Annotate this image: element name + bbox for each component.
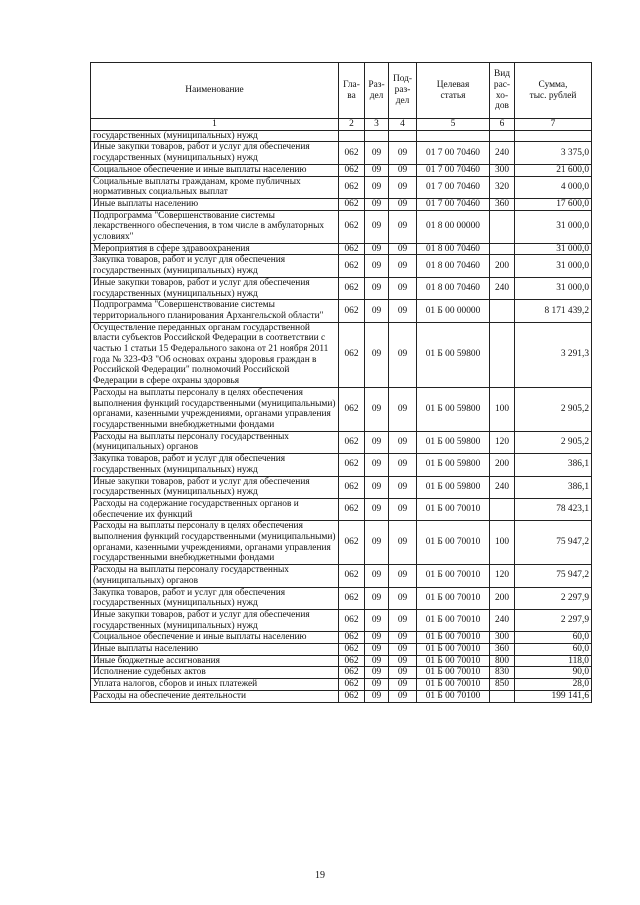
table-row [91, 609, 592, 631]
budget-table [90, 62, 592, 703]
row-name: Социальное обеспечение и иные выплаты населению [91, 164, 339, 176]
row-podrazdel [389, 130, 417, 142]
row-statya: 01 Б 00 59800 [417, 454, 490, 476]
row-name: Иные закупки товаров, работ и услуг для обеспечения государственных (муниципальных) нужд [91, 609, 339, 631]
row-glava: 062 [339, 176, 365, 198]
row-summa: 2 905,2 [515, 431, 592, 453]
row-summa: 31 000,0 [515, 243, 592, 255]
row-statya: 01 8 00 00000 [417, 210, 490, 243]
row-name: Расходы на содержание государственных органов и обеспечение их функций [91, 498, 339, 520]
column-number-row [91, 119, 592, 131]
row-name: Социальные выплаты гражданам, кроме публичных нормативных социальных выплат [91, 176, 339, 198]
table-row [91, 243, 592, 255]
row-vid [490, 498, 515, 520]
header-podrazdel: Под- раз- дел [389, 63, 417, 119]
row-vid: 200 [490, 587, 515, 609]
row-name: Уплата налогов, сборов и иных платежей [91, 679, 339, 691]
header-glava: Гла- ва [339, 63, 365, 119]
row-razdel: 09 [365, 277, 389, 299]
row-statya: 01 Б 00 70100 [417, 690, 490, 702]
row-vid: 320 [490, 176, 515, 198]
row-summa: 2 297,9 [515, 609, 592, 631]
row-razdel: 09 [365, 322, 389, 387]
row-summa: 386,1 [515, 454, 592, 476]
row-razdel: 09 [365, 565, 389, 587]
row-statya: 01 Б 00 70010 [417, 644, 490, 656]
row-statya [417, 130, 490, 142]
row-statya: 01 7 00 70460 [417, 142, 490, 164]
table-header [91, 63, 592, 131]
row-name: Иные бюджетные ассигнования [91, 655, 339, 667]
row-summa: 4 000,0 [515, 176, 592, 198]
row-razdel: 09 [365, 679, 389, 691]
table-row [91, 431, 592, 453]
row-name: Иные выплаты населению [91, 644, 339, 656]
row-statya: 01 8 00 70460 [417, 277, 490, 299]
row-name: Мероприятия в сфере здравоохранения [91, 243, 339, 255]
row-podrazdel: 09 [389, 387, 417, 431]
row-statya: 01 Б 00 00000 [417, 300, 490, 322]
row-podrazdel: 09 [389, 632, 417, 644]
table-row [91, 176, 592, 198]
row-vid [490, 210, 515, 243]
row-statya: 01 Б 00 70010 [417, 667, 490, 679]
row-glava: 062 [339, 565, 365, 587]
row-summa: 31 000,0 [515, 210, 592, 243]
table-row [91, 142, 592, 164]
table-row [91, 632, 592, 644]
row-vid: 240 [490, 277, 515, 299]
row-vid: 830 [490, 667, 515, 679]
row-glava: 062 [339, 277, 365, 299]
row-glava: 062 [339, 210, 365, 243]
row-razdel: 09 [365, 644, 389, 656]
table-row [91, 322, 592, 387]
row-razdel: 09 [365, 387, 389, 431]
row-statya: 01 7 00 70460 [417, 176, 490, 198]
colnum: 6 [490, 119, 515, 131]
row-razdel: 09 [365, 431, 389, 453]
row-podrazdel: 09 [389, 609, 417, 631]
row-razdel: 09 [365, 176, 389, 198]
row-summa: 75 947,2 [515, 565, 592, 587]
row-podrazdel: 09 [389, 210, 417, 243]
row-glava: 062 [339, 498, 365, 520]
colnum: 2 [339, 119, 365, 131]
row-glava: 062 [339, 322, 365, 387]
row-vid: 240 [490, 142, 515, 164]
table-row [91, 587, 592, 609]
row-summa: 17 600,0 [515, 198, 592, 210]
row-razdel: 09 [365, 667, 389, 679]
row-glava: 062 [339, 679, 365, 691]
row-statya: 01 Б 00 70010 [417, 632, 490, 644]
row-vid: 240 [490, 476, 515, 498]
row-summa: 386,1 [515, 476, 592, 498]
row-statya: 01 Б 00 70010 [417, 587, 490, 609]
row-glava: 062 [339, 255, 365, 277]
row-glava: 062 [339, 300, 365, 322]
row-name: Иные закупки товаров, работ и услуг для обеспечения государственных (муниципальных) нужд [91, 476, 339, 498]
table-body [91, 130, 592, 702]
table-row [91, 210, 592, 243]
row-name: Расходы на выплаты персоналу в целях обеспечения выполнения функций государственными (муниципальными) органами, казенными учреждениями, органами управления государственными внебюджетными фондами [91, 387, 339, 431]
table-row [91, 454, 592, 476]
header-name: Наименование [91, 63, 339, 119]
row-glava: 062 [339, 243, 365, 255]
row-vid [490, 300, 515, 322]
row-razdel: 09 [365, 655, 389, 667]
row-summa: 90,0 [515, 667, 592, 679]
row-glava: 062 [339, 632, 365, 644]
row-razdel: 09 [365, 454, 389, 476]
colnum: 4 [389, 119, 417, 131]
row-name: Расходы на выплаты персоналу государственных (муниципальных) органов [91, 565, 339, 587]
row-statya: 01 8 00 70460 [417, 243, 490, 255]
row-statya: 01 Б 00 59800 [417, 431, 490, 453]
row-glava: 062 [339, 644, 365, 656]
row-razdel: 09 [365, 476, 389, 498]
row-summa [515, 130, 592, 142]
row-glava: 062 [339, 454, 365, 476]
table-row [91, 655, 592, 667]
header-vid: Вид рас- хо- дов [490, 63, 515, 119]
colnum: 3 [365, 119, 389, 131]
row-statya: 01 Б 00 70010 [417, 679, 490, 691]
table-row [91, 679, 592, 691]
row-vid: 200 [490, 454, 515, 476]
row-glava: 062 [339, 387, 365, 431]
table-row [91, 198, 592, 210]
table-row [91, 498, 592, 520]
row-podrazdel: 09 [389, 644, 417, 656]
row-razdel: 09 [365, 198, 389, 210]
colnum: 5 [417, 119, 490, 131]
row-podrazdel: 09 [389, 454, 417, 476]
row-glava: 062 [339, 655, 365, 667]
row-statya: 01 7 00 70460 [417, 198, 490, 210]
row-glava: 062 [339, 521, 365, 565]
row-name: Закупка товаров, работ и услуг для обеспечения государственных (муниципальных) нужд [91, 454, 339, 476]
row-summa: 78 423,1 [515, 498, 592, 520]
row-statya: 01 Б 00 59800 [417, 476, 490, 498]
row-podrazdel: 09 [389, 655, 417, 667]
row-name: Подпрограмма "Совершенствование системы лекарственного обеспечения, в том числе в амбулаторных условиях" [91, 210, 339, 243]
row-podrazdel: 09 [389, 176, 417, 198]
row-glava: 062 [339, 587, 365, 609]
row-summa: 3 375,0 [515, 142, 592, 164]
row-podrazdel: 09 [389, 300, 417, 322]
row-razdel: 09 [365, 164, 389, 176]
row-glava: 062 [339, 164, 365, 176]
row-statya: 01 Б 00 70010 [417, 521, 490, 565]
row-vid: 120 [490, 431, 515, 453]
row-glava: 062 [339, 431, 365, 453]
row-podrazdel: 09 [389, 498, 417, 520]
row-statya: 01 Б 00 70010 [417, 655, 490, 667]
row-vid [490, 690, 515, 702]
row-razdel: 09 [365, 521, 389, 565]
row-podrazdel: 09 [389, 679, 417, 691]
row-vid: 300 [490, 164, 515, 176]
table-row [91, 690, 592, 702]
row-vid: 200 [490, 255, 515, 277]
header-statya: Целевая статья [417, 63, 490, 119]
row-name: Осуществление переданных органам государственной власти субъектов Российской Федерации в соответствии с частью 1 статьи 15 Федерального закона от 21 ноября 2011 года № 323-ФЗ "Об основах охраны здоровья граждан в Российской Федерации" полномочий Российской Федерации в сфере охраны здоровья [91, 322, 339, 387]
row-statya: 01 8 00 70460 [417, 255, 490, 277]
table-row [91, 277, 592, 299]
row-vid: 300 [490, 632, 515, 644]
row-razdel: 09 [365, 300, 389, 322]
row-glava: 062 [339, 609, 365, 631]
row-razdel: 09 [365, 243, 389, 255]
row-statya: 01 Б 00 59800 [417, 387, 490, 431]
row-podrazdel: 09 [389, 476, 417, 498]
table-row [91, 565, 592, 587]
row-razdel: 09 [365, 632, 389, 644]
row-glava: 062 [339, 667, 365, 679]
row-summa: 8 171 439,2 [515, 300, 592, 322]
table-row [91, 667, 592, 679]
row-vid: 800 [490, 655, 515, 667]
row-vid [490, 322, 515, 387]
row-vid: 360 [490, 644, 515, 656]
row-podrazdel: 09 [389, 690, 417, 702]
row-name: Расходы на обеспечение деятельности [91, 690, 339, 702]
row-name: Социальное обеспечение и иные выплаты населению [91, 632, 339, 644]
row-razdel: 09 [365, 142, 389, 164]
row-name: Иные закупки товаров, работ и услуг для обеспечения государственных (муниципальных) нужд [91, 142, 339, 164]
row-name: Закупка товаров, работ и услуг для обеспечения государственных (муниципальных) нужд [91, 587, 339, 609]
row-summa: 28,0 [515, 679, 592, 691]
row-podrazdel: 09 [389, 431, 417, 453]
table-row [91, 130, 592, 142]
row-statya: 01 Б 00 70010 [417, 498, 490, 520]
row-razdel: 09 [365, 210, 389, 243]
row-glava: 062 [339, 198, 365, 210]
row-summa: 118,0 [515, 655, 592, 667]
row-razdel: 09 [365, 255, 389, 277]
row-razdel: 09 [365, 609, 389, 631]
row-statya: 01 Б 00 59800 [417, 322, 490, 387]
row-name: Закупка товаров, работ и услуг для обеспечения государственных (муниципальных) нужд [91, 255, 339, 277]
row-name: Расходы на выплаты персоналу государственных (муниципальных) органов [91, 431, 339, 453]
row-summa: 21 600,0 [515, 164, 592, 176]
row-summa: 2 905,2 [515, 387, 592, 431]
row-podrazdel: 09 [389, 322, 417, 387]
row-podrazdel: 09 [389, 521, 417, 565]
row-podrazdel: 09 [389, 255, 417, 277]
row-vid: 100 [490, 387, 515, 431]
page-number: 19 [315, 870, 325, 881]
row-vid: 850 [490, 679, 515, 691]
row-razdel [365, 130, 389, 142]
row-podrazdel: 09 [389, 667, 417, 679]
row-name: Исполнение судебных актов [91, 667, 339, 679]
row-podrazdel: 09 [389, 565, 417, 587]
header-row [91, 63, 592, 119]
row-vid: 240 [490, 609, 515, 631]
row-statya: 01 Б 00 70010 [417, 609, 490, 631]
row-glava: 062 [339, 142, 365, 164]
row-summa: 31 000,0 [515, 255, 592, 277]
row-summa: 75 947,2 [515, 521, 592, 565]
row-podrazdel: 09 [389, 587, 417, 609]
row-vid [490, 130, 515, 142]
table-row [91, 521, 592, 565]
row-summa: 3 291,3 [515, 322, 592, 387]
table-row [91, 300, 592, 322]
row-statya: 01 7 00 70460 [417, 164, 490, 176]
row-name: Иные закупки товаров, работ и услуг для обеспечения государственных (муниципальных) нужд [91, 277, 339, 299]
row-summa: 31 000,0 [515, 277, 592, 299]
row-podrazdel: 09 [389, 142, 417, 164]
row-glava: 062 [339, 476, 365, 498]
table-row [91, 164, 592, 176]
row-podrazdel: 09 [389, 198, 417, 210]
row-summa: 60,0 [515, 644, 592, 656]
row-razdel: 09 [365, 587, 389, 609]
row-summa: 2 297,9 [515, 587, 592, 609]
row-name: Подпрограмма "Совершенствование системы территориального планирования Архангельской области" [91, 300, 339, 322]
row-razdel: 09 [365, 690, 389, 702]
row-podrazdel: 09 [389, 164, 417, 176]
row-glava: 062 [339, 690, 365, 702]
row-vid: 100 [490, 521, 515, 565]
row-name: Расходы на выплаты персоналу в целях обеспечения выполнения функций государственными (муниципальными) органами, казенными учреждениями, органами управления государственными внебюджетными фондами [91, 521, 339, 565]
row-name: Иные выплаты населению [91, 198, 339, 210]
table-row [91, 387, 592, 431]
row-podrazdel: 09 [389, 243, 417, 255]
colnum: 7 [515, 119, 592, 131]
row-vid [490, 243, 515, 255]
table-row [91, 476, 592, 498]
row-name: государственных (муниципальных) нужд [91, 130, 339, 142]
table-row [91, 644, 592, 656]
row-vid: 360 [490, 198, 515, 210]
row-summa: 199 141,6 [515, 690, 592, 702]
row-podrazdel: 09 [389, 277, 417, 299]
header-razdel: Раз- дел [365, 63, 389, 119]
row-statya: 01 Б 00 70010 [417, 565, 490, 587]
row-vid: 120 [490, 565, 515, 587]
row-summa: 60,0 [515, 632, 592, 644]
row-razdel: 09 [365, 498, 389, 520]
header-summa: Сумма, тыс. рублей [515, 63, 592, 119]
colnum: 1 [91, 119, 339, 131]
row-glava [339, 130, 365, 142]
table-row [91, 255, 592, 277]
